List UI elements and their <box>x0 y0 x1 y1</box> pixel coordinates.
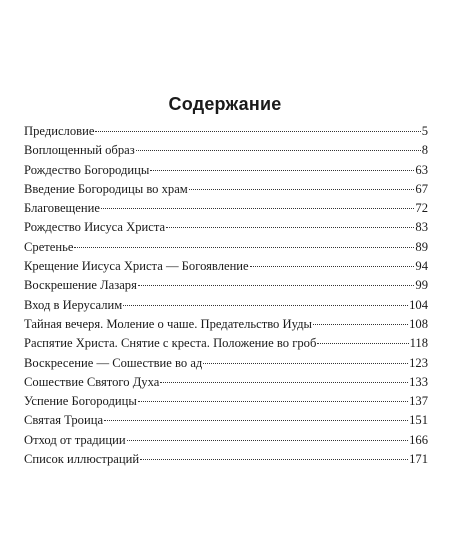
dot-leader <box>138 401 408 402</box>
toc-entry-title: Успение Богородицы <box>24 394 137 409</box>
toc-entry <box>24 336 428 355</box>
dot-leader <box>203 363 408 364</box>
table-of-contents <box>24 124 428 471</box>
toc-entry <box>24 259 428 278</box>
page-title: Содержание <box>168 94 282 114</box>
dot-leader <box>189 189 415 190</box>
toc-entry-title: Введение Богородицы во храм <box>24 181 188 196</box>
toc-entry-title: Вход в Иерусалим <box>24 297 123 312</box>
toc-entry-title: Святая Троица <box>24 413 104 428</box>
toc-entry <box>24 298 428 317</box>
toc-entry-title: Воскресение — Сошествие во ад <box>24 355 203 370</box>
toc-entry-page-number: 67 <box>415 181 428 196</box>
toc-entry <box>24 201 428 220</box>
toc-entry <box>24 375 428 394</box>
toc-entry <box>24 394 428 413</box>
toc-entry-page-number: 123 <box>409 355 428 370</box>
dot-leader <box>127 440 409 441</box>
toc-entry <box>24 240 428 259</box>
toc-entry-title: Предисловие <box>24 124 95 138</box>
toc-entry-page-number: 104 <box>409 297 428 312</box>
toc-entry-title: Воскрешение Лазаря <box>24 278 137 293</box>
toc-entry <box>24 452 428 471</box>
toc-entry-page-number: 166 <box>409 432 428 447</box>
toc-entry-title: Список иллюстраций <box>24 452 140 467</box>
dot-leader <box>95 131 420 132</box>
dot-leader <box>160 382 408 383</box>
toc-entry <box>24 356 428 375</box>
dot-leader <box>166 227 414 228</box>
toc-entry-title: Сошествие Святого Духа <box>24 374 160 389</box>
dot-leader <box>250 266 415 267</box>
dot-leader <box>313 324 408 325</box>
toc-entry-page-number: 5 <box>421 124 428 138</box>
toc-entry <box>24 143 428 162</box>
toc-entry-title: Распятие Христа. Снятие с креста. Положение во гроб <box>24 336 317 351</box>
toc-entry-title: Отход от традиции <box>24 432 126 447</box>
toc-entry-page-number: 63 <box>415 162 428 177</box>
toc-entry <box>24 317 428 336</box>
toc-entry-page-number: 133 <box>409 374 428 389</box>
toc-entry-title: Сретенье <box>24 239 74 254</box>
dot-leader <box>123 305 408 306</box>
toc-entry-title: Крещение Иисуса Христа — Богоявление <box>24 259 249 274</box>
toc-entry-title: Благовещение <box>24 201 100 216</box>
dot-leader <box>138 285 415 286</box>
toc-entry <box>24 278 428 297</box>
toc-entry-page-number: 171 <box>409 452 428 467</box>
toc-entry-title: Рождество Иисуса Христа <box>24 220 166 235</box>
dot-leader <box>140 459 408 460</box>
toc-entry-page-number: 137 <box>409 394 428 409</box>
toc-entry-page-number: 94 <box>415 259 428 274</box>
toc-entry <box>24 182 428 201</box>
toc-entry-title: Тайная вечеря. Моление о чаше. Предательство Иуды <box>24 316 312 331</box>
dot-leader <box>317 343 408 344</box>
toc-entry-page-number: 151 <box>409 413 428 428</box>
toc-entry <box>24 413 428 432</box>
toc-entry <box>24 433 428 452</box>
toc-entry-page-number: 72 <box>415 201 428 216</box>
toc-entry <box>24 220 428 239</box>
toc-entry-page-number: 108 <box>409 316 428 331</box>
toc-entry <box>24 124 428 143</box>
dot-leader <box>74 247 414 248</box>
dot-leader <box>101 208 414 209</box>
dot-leader <box>150 170 414 171</box>
toc-entry-page-number: 118 <box>409 336 428 351</box>
dot-leader <box>104 420 408 421</box>
toc-entry-title: Рождество Богородицы <box>24 162 150 177</box>
toc-entry-title: Воплощенный образ <box>24 143 135 158</box>
toc-entry-page-number: 83 <box>415 220 428 235</box>
toc-entry-page-number: 8 <box>421 143 428 158</box>
toc-entry <box>24 163 428 182</box>
toc-entry-page-number: 89 <box>415 239 428 254</box>
dot-leader <box>136 150 421 151</box>
toc-entry-page-number: 99 <box>415 278 428 293</box>
